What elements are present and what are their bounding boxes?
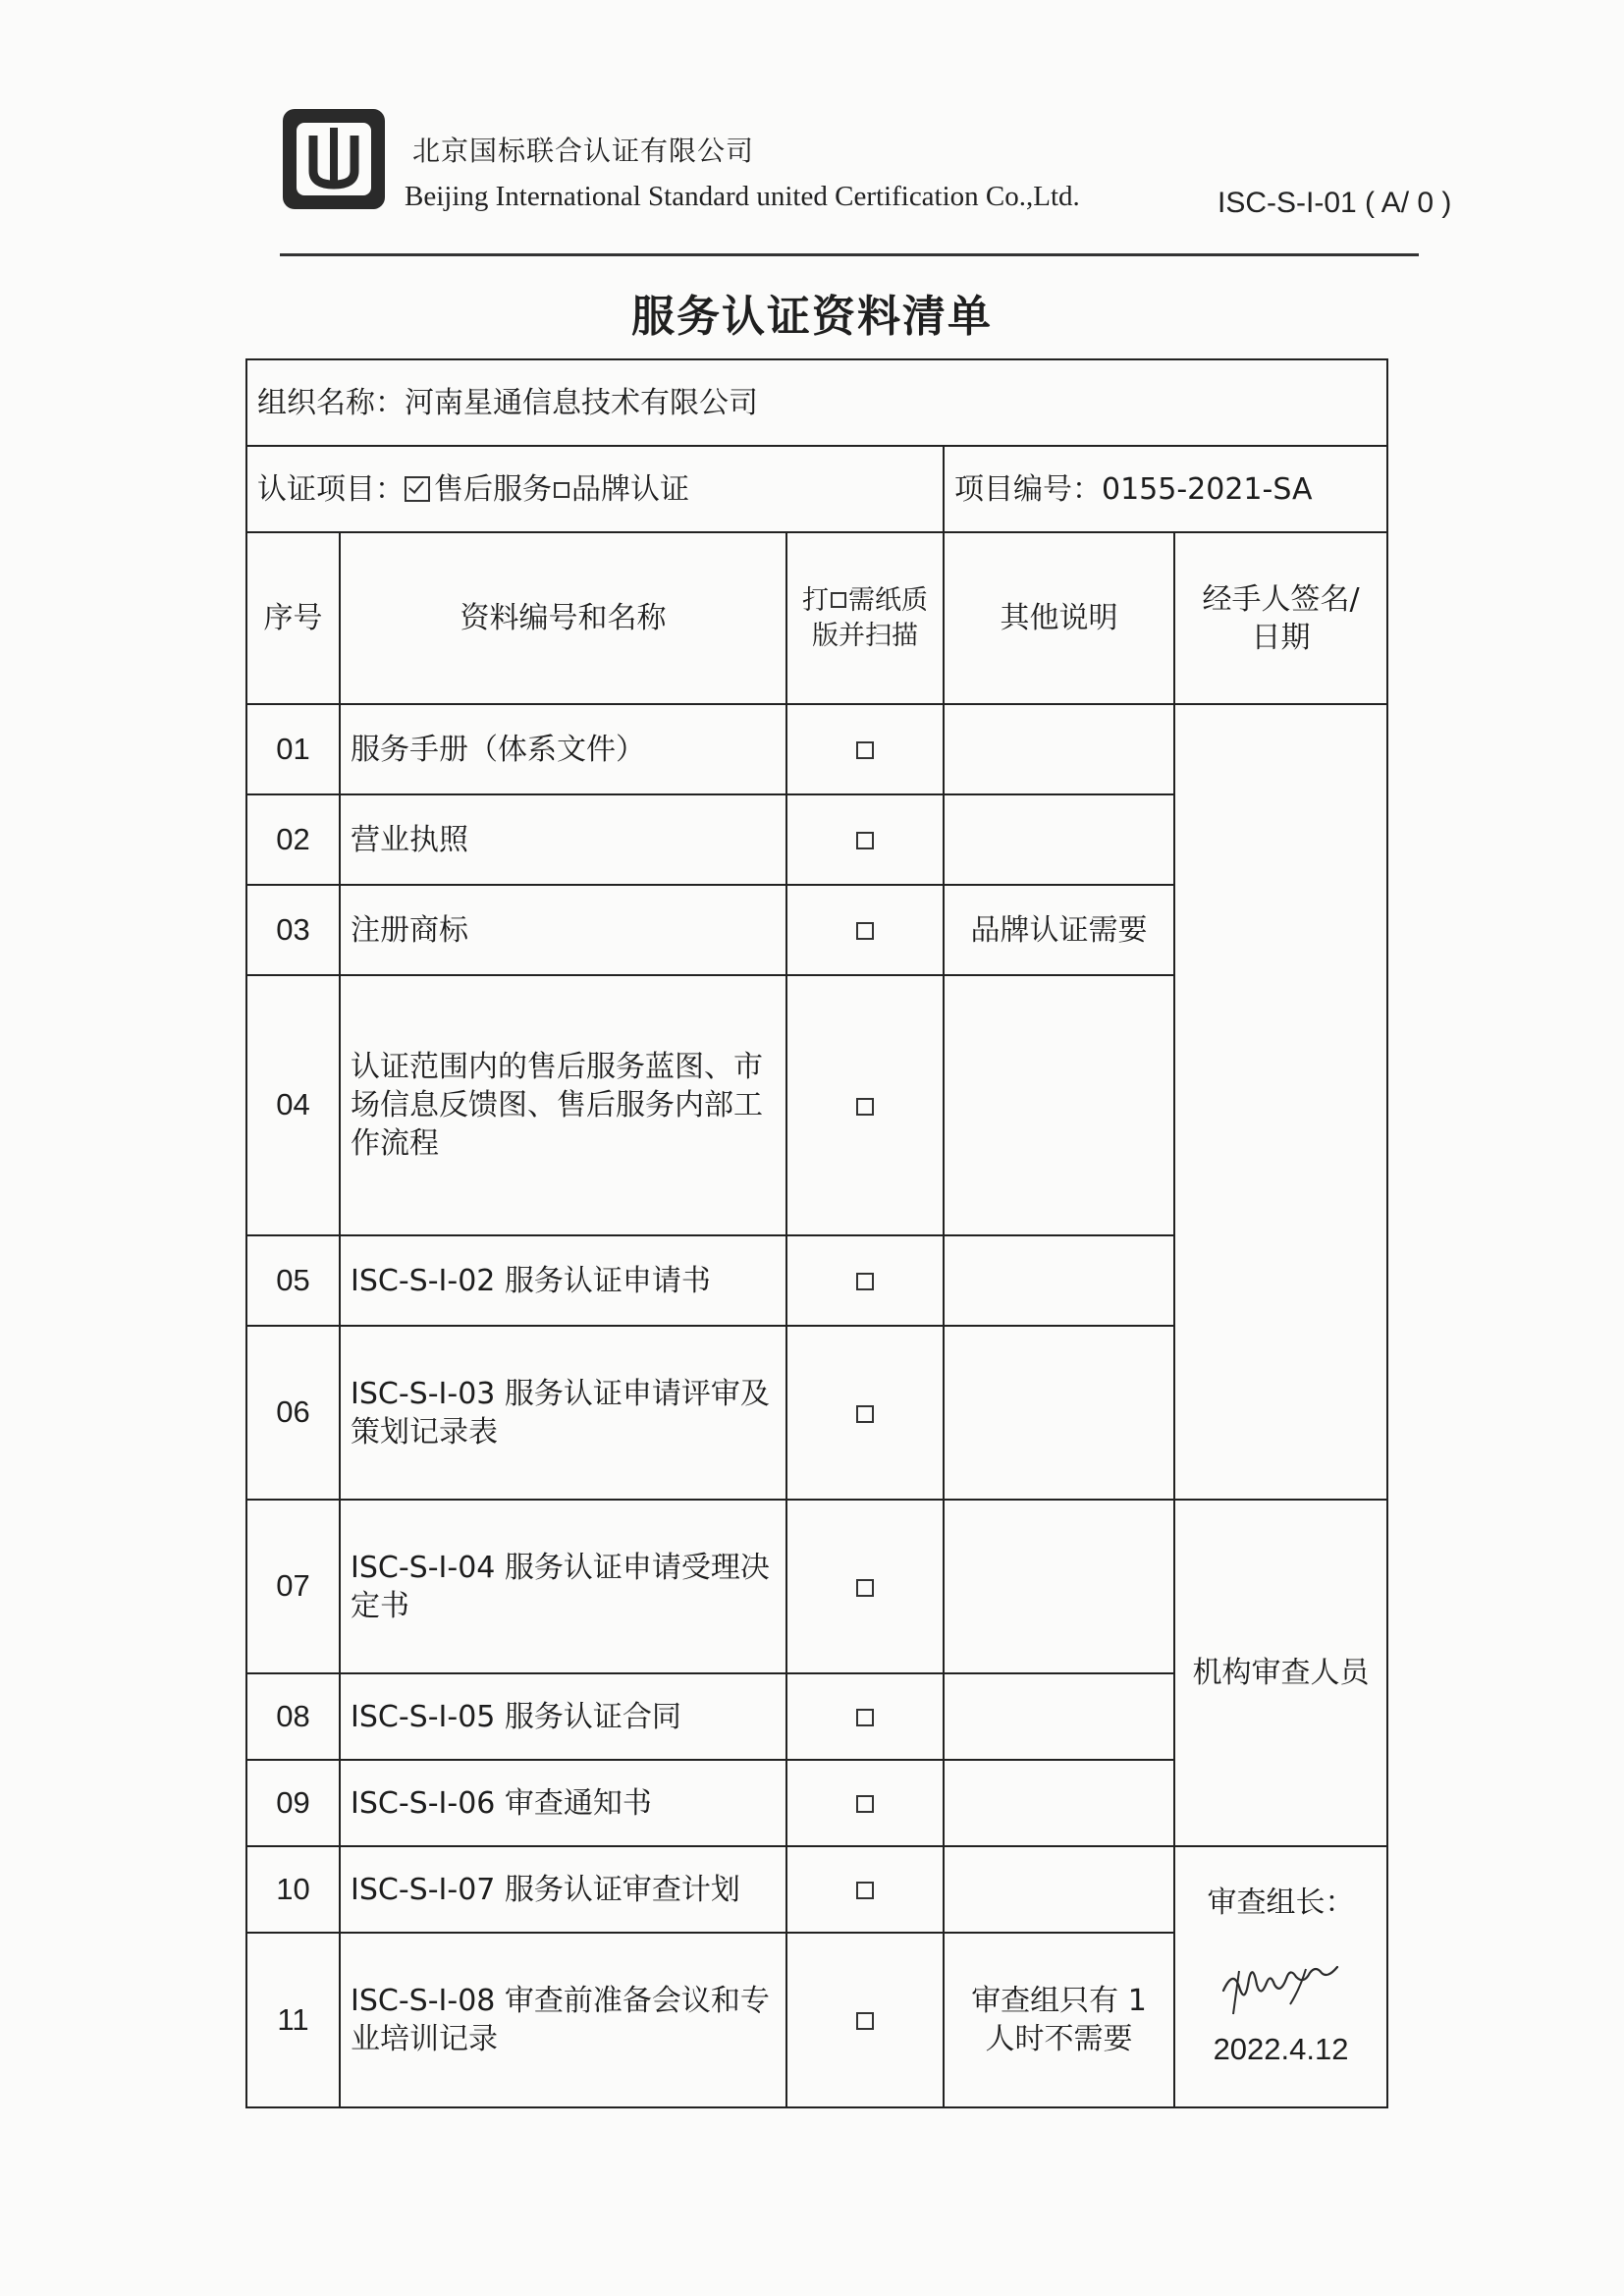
- cert-option-after-sales: 售后服务: [434, 471, 552, 507]
- project-number-label: 项目编号：: [954, 471, 1102, 507]
- checked-checkbox-icon[interactable]: [405, 476, 430, 502]
- checkbox-icon[interactable]: [856, 2012, 874, 2030]
- checkbox-icon[interactable]: [856, 1098, 874, 1116]
- document-title: 服务认证资料清单: [631, 292, 993, 342]
- company-logo: [280, 106, 388, 212]
- row-print-cell: [786, 885, 944, 975]
- project-number-value: 0155-2021-SA: [1102, 471, 1313, 507]
- checkbox-icon[interactable]: [856, 1405, 874, 1423]
- header-divider: [280, 253, 1419, 256]
- checkbox-icon: [831, 592, 846, 608]
- checkbox-icon[interactable]: [856, 922, 874, 940]
- col-header-seq: 序号: [246, 532, 340, 704]
- company-name-cn: 北京国标联合认证有限公司: [412, 135, 755, 167]
- checkbox-icon[interactable]: [856, 1882, 874, 1899]
- checkbox-icon[interactable]: [856, 741, 874, 759]
- checkbox-icon[interactable]: [856, 1709, 874, 1726]
- company-name-en: Beijing International Standard united Certification Co.,Ltd.: [405, 181, 1080, 212]
- row-other: [944, 975, 1174, 1235]
- row-name: 服务手册（体系文件）: [340, 704, 786, 794]
- cert-row: [246, 446, 1387, 532]
- row-seq: 01: [246, 704, 340, 794]
- project-number-cell: [944, 446, 1387, 532]
- row-seq: 05: [246, 1235, 340, 1326]
- table-row: [246, 1846, 1387, 1933]
- row-print-cell: [786, 975, 944, 1235]
- materials-checklist-table: [245, 358, 1388, 2108]
- row-other: 审查组只有 1 人时不需要: [944, 1933, 1174, 2107]
- row-seq: 04: [246, 975, 340, 1235]
- org-value: 河南星通信息技术有限公司: [405, 385, 758, 420]
- row-other: 品牌认证需要: [944, 885, 1174, 975]
- row-print-cell: [786, 1326, 944, 1500]
- row-print-cell: [786, 1760, 944, 1846]
- row-seq: 09: [246, 1760, 340, 1846]
- row-name: ISC-S-I-05 服务认证合同: [340, 1673, 786, 1760]
- print-header-line1b: 需纸质: [848, 585, 928, 617]
- row-name: 注册商标: [340, 885, 786, 975]
- signature-header-line1: 经手人签名/: [1202, 581, 1360, 617]
- org-label: 组织名称：: [257, 385, 405, 420]
- org-cell: [246, 359, 1387, 446]
- row-other: [944, 704, 1174, 794]
- leader-label: 审查组长：: [1207, 1886, 1355, 1921]
- row-seq: 07: [246, 1500, 340, 1673]
- leader-date: 2022.4.12: [1213, 2032, 1349, 2067]
- row-other: [944, 1235, 1174, 1326]
- org-row: [246, 359, 1387, 446]
- cert-option-brand: 品牌认证: [571, 471, 689, 507]
- cert-label: 认证项目：: [257, 471, 405, 507]
- row-print-cell: [786, 704, 944, 794]
- row-name: ISC-S-I-06 审查通知书: [340, 1760, 786, 1846]
- row-name: 认证范围内的售后服务蓝图、市场信息反馈图、售后服务内部工作流程: [340, 975, 786, 1235]
- cert-items-cell: [246, 446, 944, 532]
- signature-cell-blank: [1174, 704, 1387, 1500]
- row-seq: 11: [246, 1933, 340, 2107]
- row-seq: 03: [246, 885, 340, 975]
- document-code: ISC-S-I-01 ( A/ 0 ): [1218, 187, 1452, 219]
- checkbox-icon[interactable]: [856, 1579, 874, 1597]
- row-print-cell: [786, 1933, 944, 2107]
- row-name: 营业执照: [340, 794, 786, 885]
- row-other: [944, 1326, 1174, 1500]
- row-other: [944, 1500, 1174, 1673]
- row-print-cell: [786, 794, 944, 885]
- row-name: ISC-S-I-03 服务认证申请评审及策划记录表: [340, 1326, 786, 1500]
- row-name: ISC-S-I-07 服务认证审查计划: [340, 1846, 786, 1933]
- table-row: [246, 1500, 1387, 1673]
- unchecked-checkbox-icon[interactable]: [554, 482, 569, 498]
- checkbox-icon[interactable]: [856, 1273, 874, 1290]
- print-header-line2: 版并扫描: [812, 620, 918, 651]
- print-header-line1: 打: [802, 585, 829, 617]
- row-seq: 06: [246, 1326, 340, 1500]
- col-header-signature: [1174, 532, 1387, 704]
- row-seq: 10: [246, 1846, 340, 1933]
- column-header-row: [246, 532, 1387, 704]
- row-other: [944, 1846, 1174, 1933]
- checkbox-icon[interactable]: [856, 1795, 874, 1813]
- table-row: [246, 704, 1387, 794]
- col-header-print: [786, 532, 944, 704]
- row-print-cell: [786, 1235, 944, 1326]
- row-print-cell: [786, 1673, 944, 1760]
- leader-signature-cell: [1174, 1846, 1387, 2107]
- checkbox-icon[interactable]: [856, 832, 874, 849]
- handwritten-signature: [1218, 1951, 1345, 2020]
- col-header-name: 资料编号和名称: [340, 532, 786, 704]
- reviewer-signature-cell: 机构审查人员: [1174, 1500, 1387, 1846]
- row-name: ISC-S-I-04 服务认证申请受理决定书: [340, 1500, 786, 1673]
- row-other: [944, 1760, 1174, 1846]
- row-seq: 02: [246, 794, 340, 885]
- row-other: [944, 1673, 1174, 1760]
- row-print-cell: [786, 1500, 944, 1673]
- signature-header-line2: 日期: [1251, 620, 1311, 655]
- row-other: [944, 794, 1174, 885]
- row-name: ISC-S-I-02 服务认证申请书: [340, 1235, 786, 1326]
- row-print-cell: [786, 1846, 944, 1933]
- row-seq: 08: [246, 1673, 340, 1760]
- col-header-other: 其他说明: [944, 532, 1174, 704]
- row-name: ISC-S-I-08 审查前准备会议和专业培训记录: [340, 1933, 786, 2107]
